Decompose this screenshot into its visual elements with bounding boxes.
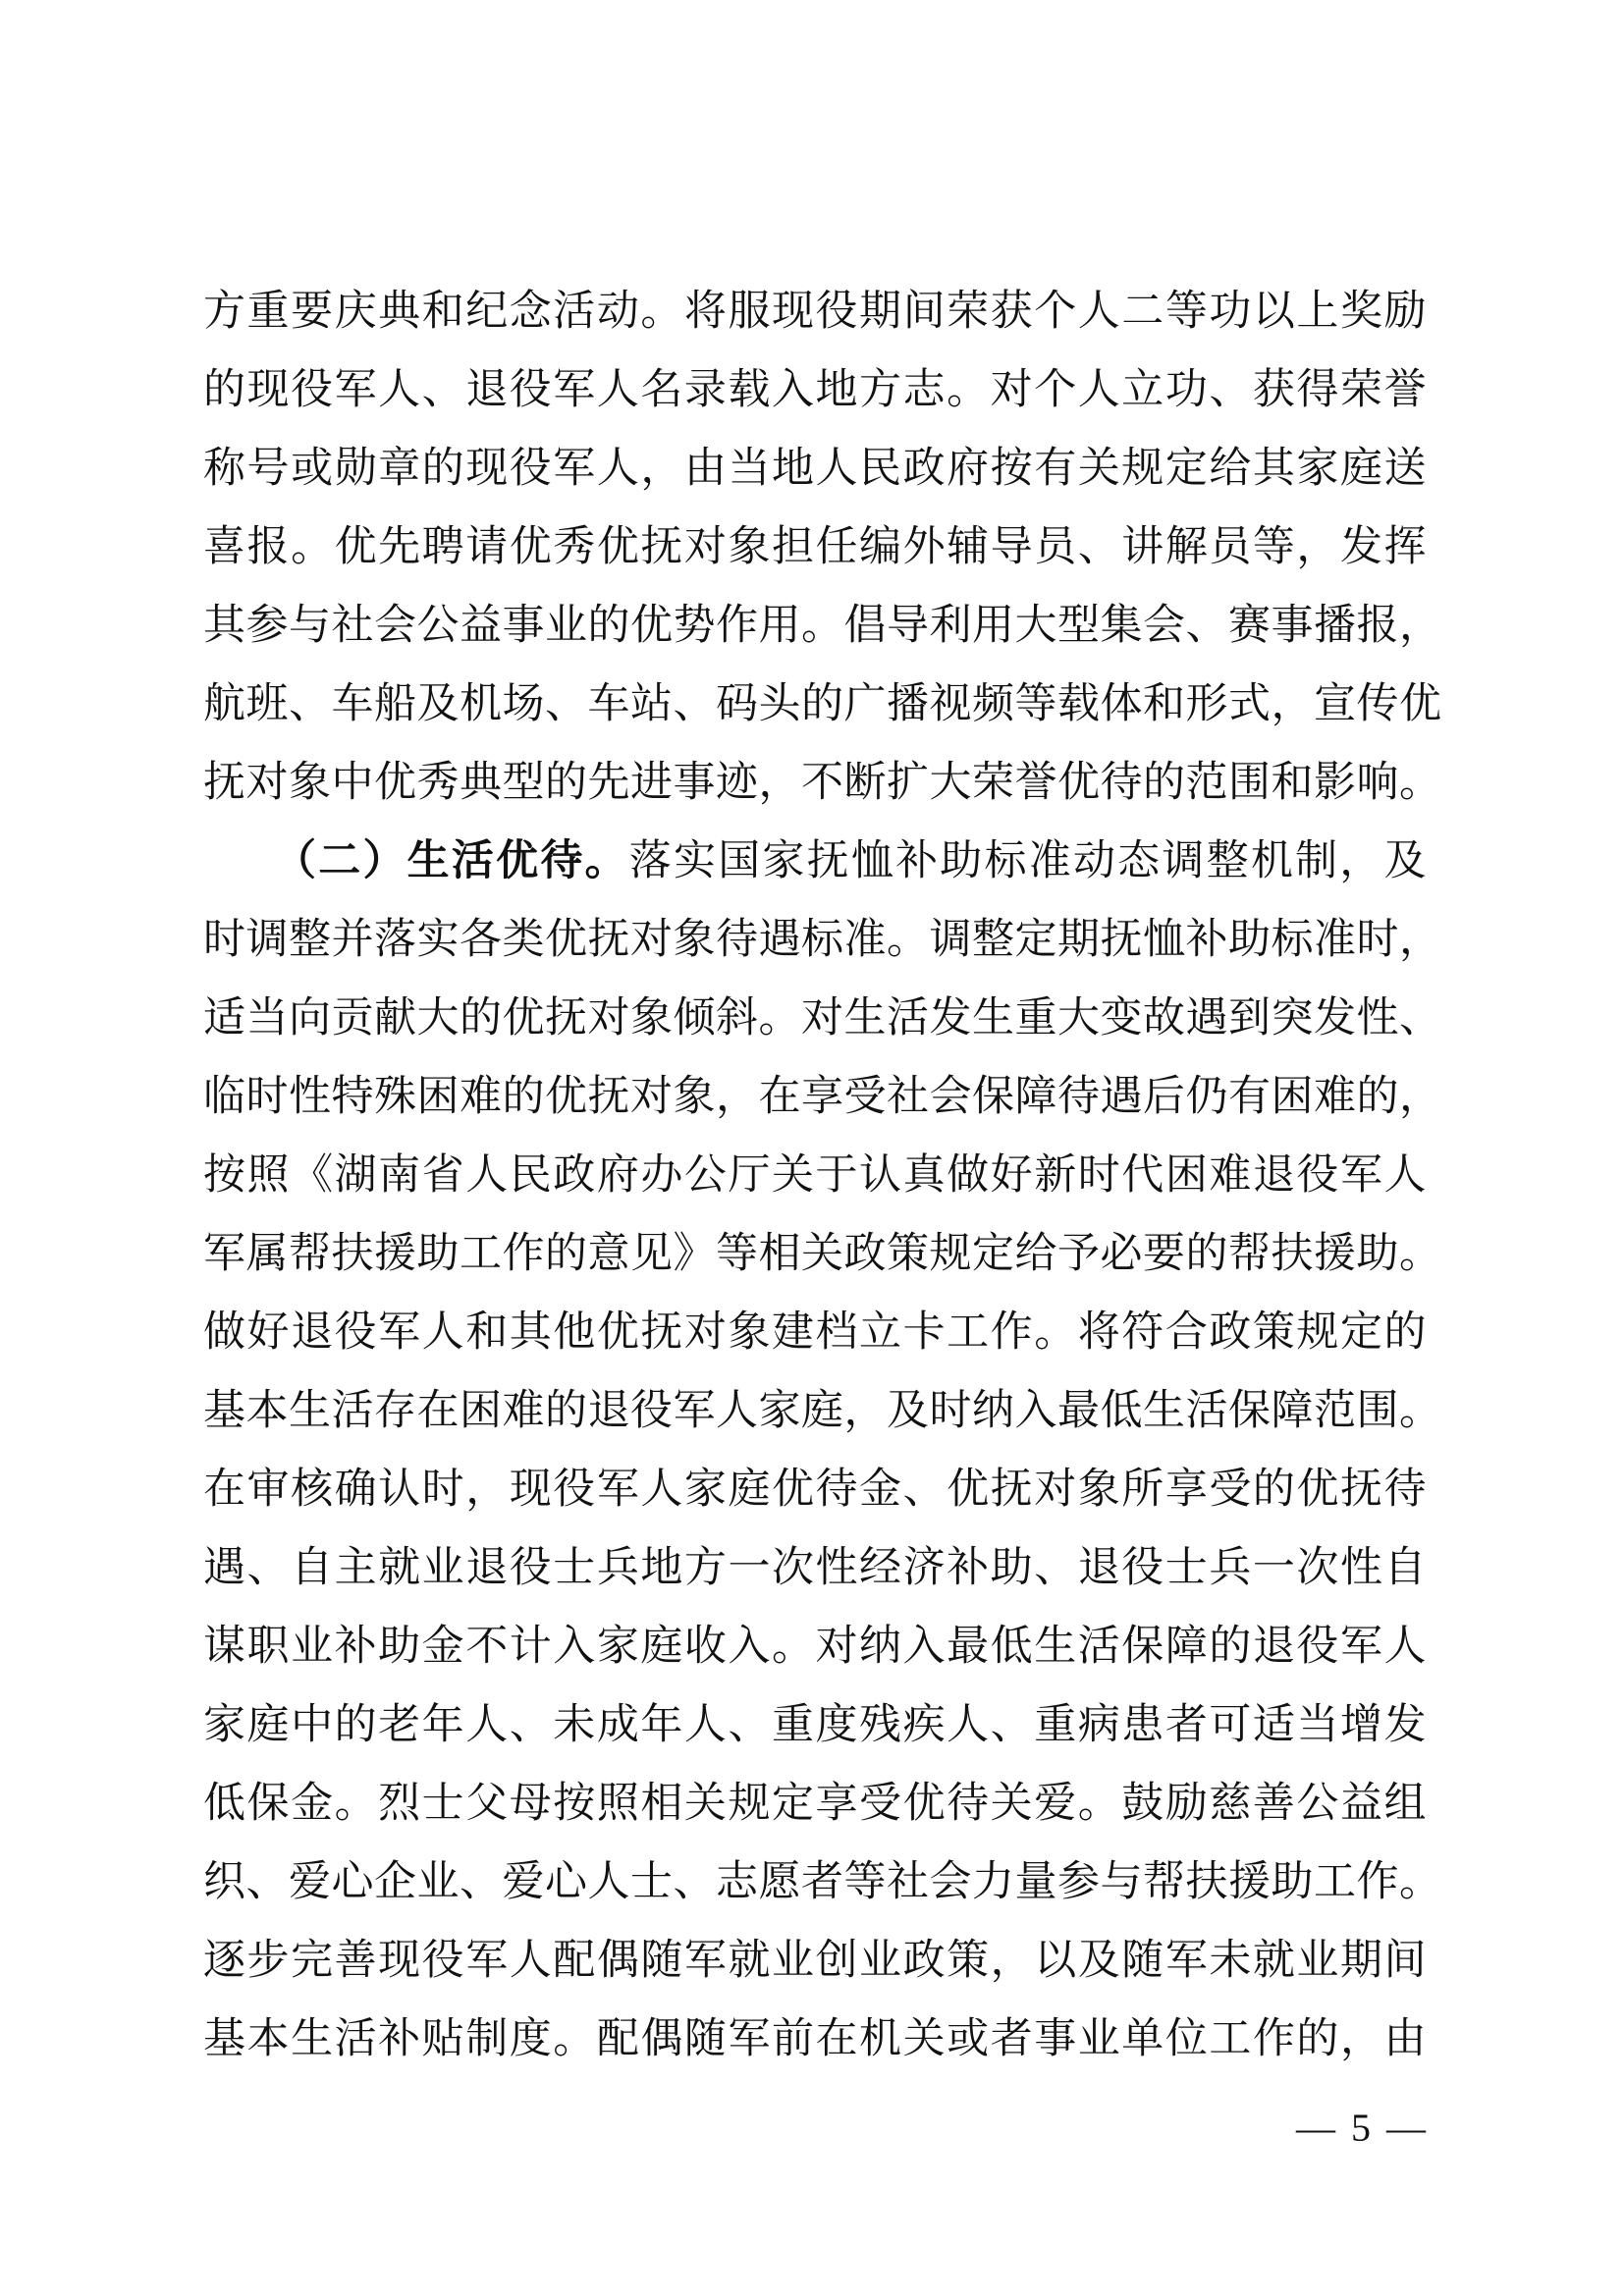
paragraph-heading: （二）生活优待。 [274, 838, 629, 884]
line-text: 方重要庆典和纪念活动。将服现役期间荣获个人二等功以上奖励 [203, 289, 1427, 335]
text-line [203, 1058, 1442, 1137]
text-line [203, 1294, 1427, 1372]
line-text: 适当向贡献大的优抚对象倾斜。对生活发生重大变故遇到突发性、 [203, 995, 1442, 1041]
text-line [203, 351, 1427, 430]
text-line [203, 273, 1427, 351]
line-text: 其参与社会公益事业的优势作用。倡导利用大型集会、赛事播报， [203, 603, 1442, 649]
line-text: 称号或勋章的现役军人，由当地人民政府按有关规定给其家庭送 [203, 446, 1427, 492]
line-text: 逐步完善现役军人配偶随军就业创业政策，以及随军未就业期间 [203, 1938, 1427, 1984]
line-text: 遇、自主就业退役士兵地方一次性经济补助、退役士兵一次性自 [203, 1545, 1427, 1591]
line-text: 低保金。烈士父母按照相关规定享受优待关爱。鼓励慈善公益组 [203, 1781, 1427, 1827]
line-text: 在审核确认时，现役军人家庭优待金、优抚对象所享受的优抚待 [203, 1467, 1427, 1513]
page-number: — 5 — [1296, 2106, 1429, 2150]
line-text: 谋职业补助金不计入家庭收入。对纳入最低生活保障的退役军人 [203, 1624, 1427, 1670]
line-text: 基本生活补贴制度。配偶随军前在机关或者事业单位工作的，由 [203, 2016, 1427, 2062]
line-text: 临时性特殊困难的优抚对象，在享受社会保障待遇后仍有困难的， [203, 1074, 1442, 1120]
line-text: 的现役军人、退役军人名录载入地方志。对个人立功、获得荣誉 [203, 367, 1427, 413]
text-line [203, 430, 1427, 508]
text-line [203, 1372, 1442, 1451]
line-text: 按照《湖南省人民政府办公厅关于认真做好新时代困难退役军人 [203, 1152, 1427, 1199]
text-line [203, 901, 1442, 980]
text-line [203, 980, 1442, 1058]
text-line [203, 1843, 1442, 1922]
text-line [203, 744, 1442, 823]
line-text: 家庭中的老年人、未成年人、重度残疾人、重病患者可适当增发 [203, 1702, 1427, 1748]
document-body [203, 273, 1442, 2079]
text-line [203, 1215, 1442, 1294]
line-text: 航班、车船及机场、车站、码头的广播视频等载体和形式，宣传优 [203, 681, 1442, 727]
line-text: 织、爱心企业、爱心人士、志愿者等社会力量参与帮扶援助工作。 [203, 1859, 1442, 1905]
text-line [203, 666, 1442, 744]
line-text: 军属帮扶援助工作的意见》等相关政策规定给予必要的帮扶援助。 [203, 1231, 1442, 1277]
line-text: 喜报。优先聘请优秀优抚对象担任编外辅导员、讲解员等，发挥 [203, 524, 1427, 570]
text-line [203, 1686, 1427, 1765]
text-line [203, 1529, 1427, 1608]
line-text: 基本生活存在困难的退役军人家庭，及时纳入最低生活保障范围。 [203, 1388, 1442, 1434]
line-text: 抚对象中优秀典型的先进事迹，不断扩大荣誉优待的范围和影响。 [203, 760, 1442, 806]
line-text: 落实国家抚恤补助标准动态调整机制，及 [628, 838, 1428, 884]
line-text: 时调整并落实各类优抚对象待遇标准。调整定期抚恤补助标准时， [203, 917, 1442, 963]
text-line [203, 1608, 1427, 1686]
line-text: 做好退役军人和其他优抚对象建档立卡工作。将符合政策规定的 [203, 1309, 1427, 1356]
text-line [203, 1451, 1427, 1529]
text-line [203, 587, 1442, 666]
text-line [203, 2001, 1427, 2079]
text-line [203, 508, 1427, 587]
text-line [203, 1765, 1427, 1843]
text-line [203, 1137, 1427, 1215]
text-line [203, 1922, 1427, 2001]
text-line-paragraph-start [203, 823, 1427, 901]
